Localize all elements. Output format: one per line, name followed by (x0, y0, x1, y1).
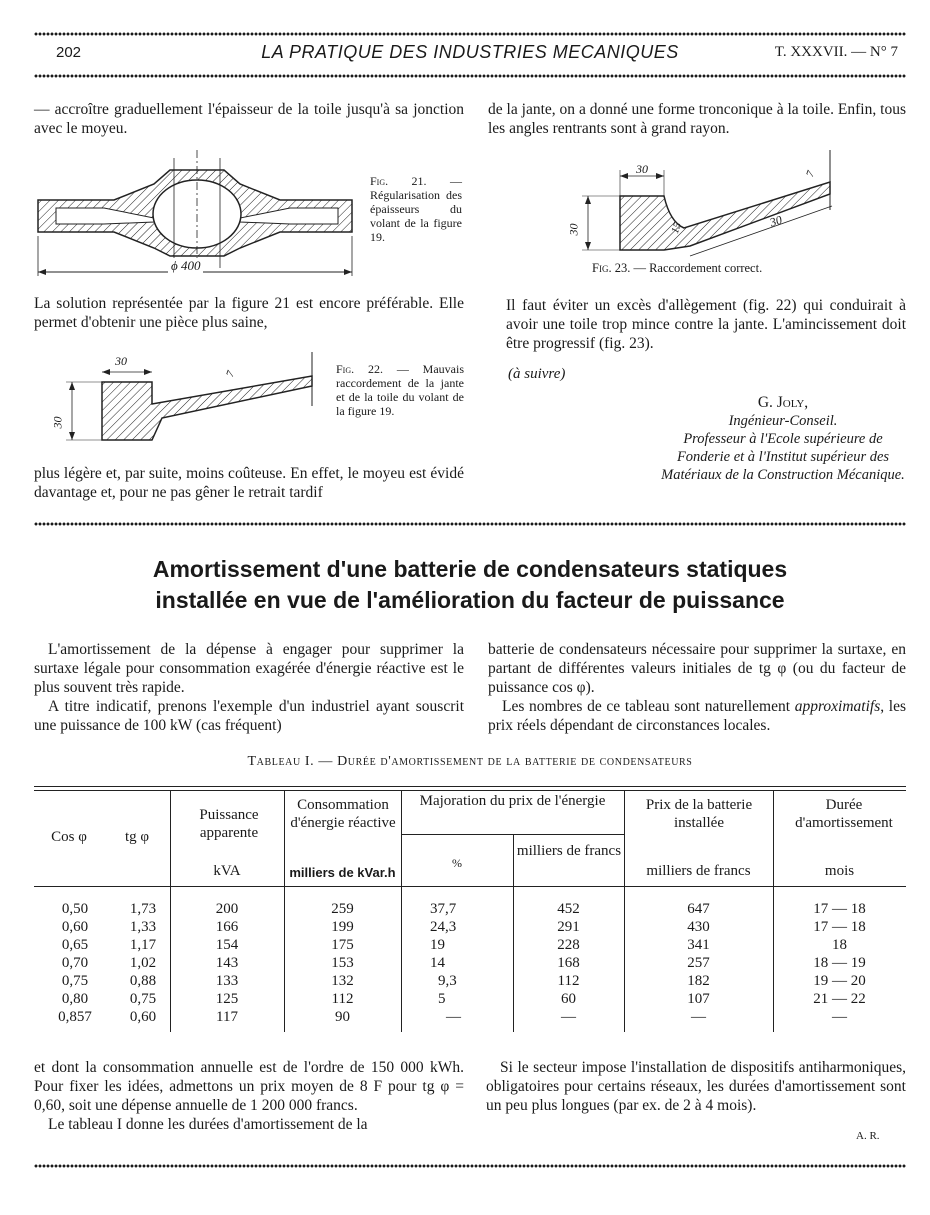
figure-23-height-label: 30 (566, 223, 581, 236)
table-cell: 19 (430, 937, 445, 953)
col-header-tg: tg φ (124, 829, 150, 845)
article2-right-column-top: batterie de condensateurs nécessaire pour supprimer la surtaxe, en partant de différentes valeurs initiales de tg φ (ou du facteur de puissance cos φ). Les nombres de ce tableau sont naturellement approximatifs, les prix réels dépendant de circonstances locales. (488, 641, 907, 734)
table-cell: 154 (215, 937, 239, 953)
author-name: G. Joly, (757, 394, 809, 411)
page-number: 202 (56, 44, 82, 61)
figure-21-diameter-label: ϕ 400 (168, 258, 203, 274)
table-cell: 90 (335, 1009, 350, 1025)
table-cell: 125 (215, 991, 239, 1007)
table-cell: 0,75 (129, 991, 157, 1007)
col-header-maj-francs: milliers de francs (516, 843, 622, 859)
table-cell: 0,70 (61, 955, 89, 971)
col-header-duree: Durée d'amortissement (795, 797, 893, 831)
column-puissance-values (170, 900, 284, 1026)
header-top-dotted-rule (34, 32, 906, 36)
article1-left-intro: — accroître graduellement l'épaisseur de la toile jusqu'à sa jonction avec le moyeu. (34, 101, 464, 137)
col-header-prix: Prix de la batterie installée (645, 797, 753, 831)
table-cell: 107 (687, 991, 710, 1007)
figure-21-caption: Fig. 21. — Régularisation des épaisseurs du volant de la figure 19. (370, 174, 462, 244)
figure-22-height-label: 30 (50, 416, 65, 429)
article1-left-para3: plus légère et, par suite, moins coûteuse. En effet, le moyeu est évidé davantage et, pour ne pas gêner le retrait tardif (34, 465, 464, 501)
figure-23-drawing (560, 150, 850, 260)
figure-23-radius-label: 15 (668, 220, 685, 236)
column-tg-values (116, 900, 170, 1026)
table-cell: — (832, 1009, 847, 1025)
table-top-rule-2 (34, 790, 906, 791)
table-cell: 1,73 (129, 901, 157, 917)
table-cell: — (561, 1009, 576, 1025)
table-cell: 133 (215, 973, 239, 989)
table-cell: 24,3 (430, 919, 457, 935)
table-cell: 153 (331, 955, 354, 971)
table-cell: 18 (832, 937, 847, 953)
table-cell: 430 (687, 919, 710, 935)
table-cell: 647 (687, 901, 710, 917)
author-title: Ingénieur-Conseil. (728, 413, 838, 429)
column-duree-values (773, 900, 906, 1026)
table-cell: 5 (438, 991, 446, 1007)
table-cell: 452 (557, 901, 580, 917)
figure-23-top-label: 30 (636, 162, 648, 176)
table-cell: — (691, 1009, 706, 1025)
figure-22-thickness-label: 7 (224, 369, 238, 379)
article2-left-column-bottom: et dont la consommation annuelle est de l'ordre de 150 000 kWh. Pour fixer les idées, admettons un prix moyen de 8 F pour tg φ = 0,60, soit une dépense annuelle de 1 200 000 francs. Le tableau I donne les durées d'amortissement de la (34, 1059, 464, 1133)
table-cell: 0,65 (61, 937, 89, 953)
column-conso-values (284, 900, 401, 1026)
article2-left-column-top: L'amortissement de la dépense à engager pour supprimer la surtaxe légale pour consommation exagérée d'énergie réactive est le plus souvent très rapide. A titre indicatif, prenons l'exemple d'un industriel ayant souscrit une puissance de 100 kW (cas fréquent) (34, 641, 464, 734)
table-cell: 60 (561, 991, 576, 1007)
table-cell: 19 — 20 (813, 973, 866, 989)
table-cell: 259 (331, 901, 354, 917)
table-cell: 175 (331, 937, 354, 953)
article2-title: Amortissement d'une batterie de condensateurs statiques installée en vue de l'amélioration du facteur de puissance (152, 556, 788, 613)
table-cell: 0,60 (129, 1009, 157, 1025)
figure-22-caption: Fig. 22. — Mauvais raccordement de la jante et de la toile du volant de la figure 19. (336, 362, 465, 418)
table-cell: 0,857 (58, 1009, 92, 1025)
col-header-majoration: Majoration du prix de l'énergie (419, 793, 606, 809)
col-header-puissance-unit: kVA (213, 863, 241, 879)
col-header-conso-unit: milliers de kVar.h (289, 865, 396, 880)
table-cell: 143 (215, 955, 239, 971)
table-cell: 0,60 (61, 919, 89, 935)
article1-right-para2: Il faut éviter un excès d'allègement (fig. 22) qui conduirait à avoir une toile trop mince contre la jante. L'amincissement doit être progressif (fig. 23). (506, 297, 906, 352)
table-caption: Tableau I. — Durée d'amortissement de la batterie de condensateurs (247, 754, 693, 769)
table-cell: 1,33 (129, 919, 157, 935)
column-prix-values (624, 900, 773, 1026)
figure-23-slope-label: 30 (767, 212, 784, 230)
author-block (660, 394, 906, 484)
table-cell: 0,75 (61, 973, 89, 989)
table-cell: 0,50 (61, 901, 89, 917)
table-cell: 200 (215, 901, 239, 917)
table-cell: 112 (331, 991, 354, 1007)
table-cell: 341 (687, 937, 710, 953)
table-cell: 168 (557, 955, 580, 971)
table-cell: 17 — 18 (813, 901, 866, 917)
table-cell: 1,17 (129, 937, 157, 953)
footer-dotted-rule (34, 1164, 906, 1168)
table-cell: 18 — 19 (813, 955, 866, 971)
col-header-prix-unit: milliers de francs (646, 863, 751, 879)
table-cell: 0,80 (61, 991, 89, 1007)
table-cell: 14 (430, 955, 445, 971)
table-cell: 291 (557, 919, 580, 935)
table-cell: 21 — 22 (813, 991, 866, 1007)
table-cell: 228 (557, 937, 580, 953)
col-header-puissance: Puissance apparente (199, 807, 259, 841)
table-cell: 1,02 (129, 955, 157, 971)
article1-left-para2: La solution représentée par la figure 21 est encore préférable. Elle permet d'obtenir une pièce plus saine, (34, 295, 464, 331)
article2-right-column-bottom: Si le secteur impose l'installation de dispositifs antiharmoniques, obligatoires pour certains réseaux, les durées d'amortissement sont un peu plus longues (par ex. de 2 à 4 mois). (486, 1059, 906, 1114)
volume-number: T. XXXVII. — N° 7 (774, 44, 898, 60)
table-col-divider (401, 790, 402, 1032)
table-header-bottom-rule (34, 886, 906, 887)
article1-right-para1: de la jante, on a donné une forme tronconique à la toile. Enfin, tous les angles rentrants sont à grand rayon. (488, 101, 906, 137)
author-affiliation: Professeur à l'Ecole supérieure de Fonderie et à l'Institut supérieur des Matériaux de la Construction Mécanique. (661, 431, 905, 483)
column-maj-francs-values (513, 900, 624, 1026)
table-cell: 112 (557, 973, 580, 989)
table-cell: — (446, 1009, 461, 1025)
table-cell: 182 (687, 973, 710, 989)
table-cell: 132 (331, 973, 354, 989)
col-header-cos: Cos φ (51, 829, 87, 845)
table-top-rule (34, 786, 906, 787)
table-cell: 166 (215, 919, 239, 935)
table-cell: 37,7 (430, 901, 457, 917)
page-header (34, 40, 906, 66)
table-cell: 17 — 18 (813, 919, 866, 935)
to-follow-note: (à suivre) (508, 366, 566, 382)
header-bottom-dotted-rule (34, 74, 906, 78)
table-cell: 0,88 (129, 973, 157, 989)
figure-22-width-label: 30 (115, 354, 127, 368)
table-cell: 199 (331, 919, 354, 935)
figure-23-caption: Fig. 23. — Raccordement correct. (592, 261, 763, 275)
figure-22-drawing (50, 352, 318, 448)
article2-signature: A. R. (856, 1130, 880, 1142)
journal-title: LA PRATIQUE DES INDUSTRIES MECANIQUES (261, 42, 679, 62)
col-header-maj-pct: % (452, 856, 462, 870)
col-header-duree-unit: mois (824, 863, 855, 879)
section-dotted-rule (34, 522, 906, 526)
col-header-conso: Consommation d'énergie réactive (290, 797, 396, 831)
table-cell: 257 (687, 955, 710, 971)
table-cell: 9,3 (438, 973, 457, 989)
table-cell: 117 (216, 1009, 238, 1025)
amortization-table (34, 780, 906, 1032)
column-maj-pct-values (430, 900, 470, 1026)
column-cos-values (34, 900, 116, 1026)
figure-23-thickness-label: 7 (804, 169, 818, 179)
